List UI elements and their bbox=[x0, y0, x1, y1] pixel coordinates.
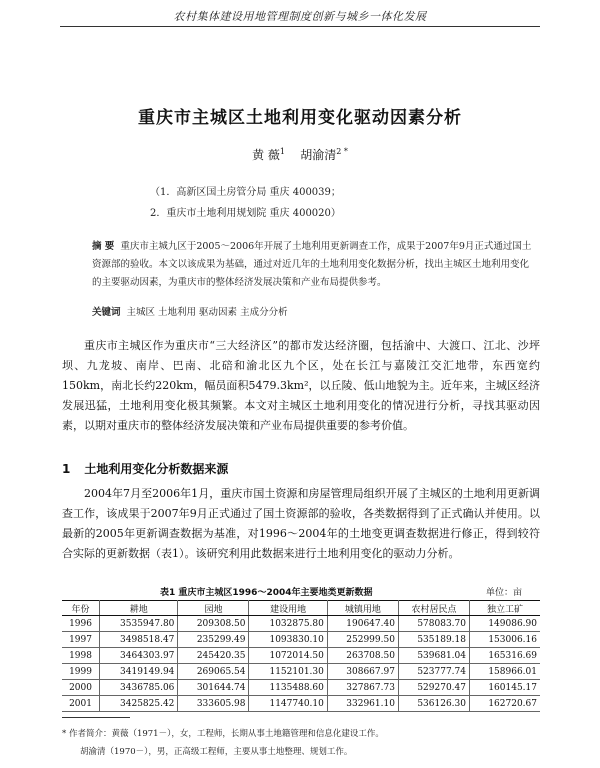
table-cell: 3419149.94 bbox=[100, 664, 178, 680]
abstract-label: 摘 要 bbox=[92, 241, 115, 252]
table-cell: 3425825.42 bbox=[100, 696, 178, 712]
table-cell: 263708.50 bbox=[327, 648, 398, 664]
footnote: 胡渝清（1970－），男，正高级工程师，主要从事土地整理、规划工作。 bbox=[80, 747, 353, 757]
table-cell: 1093830.10 bbox=[249, 632, 327, 648]
table-caption: 表1 重庆市主城区1996～2004年主要地类更新数据 bbox=[160, 588, 373, 598]
land-use-table bbox=[62, 600, 540, 712]
table-cell: 165316.69 bbox=[470, 648, 541, 664]
table-cell: 327867.73 bbox=[327, 680, 398, 696]
table-unit: 单位：亩 bbox=[486, 588, 523, 598]
table-cell: 1072014.50 bbox=[249, 648, 327, 664]
header-divider bbox=[60, 26, 540, 27]
paper-title: 重庆市主城区土地利用变化驱动因素分析 bbox=[138, 108, 462, 128]
table-cell: 235299.49 bbox=[178, 632, 249, 648]
footnote: * 作者简介：黄薇（1971－），女，工程师，长期从事土地籍管理和信息化建设工作。 bbox=[62, 729, 384, 739]
table-cell: 162720.67 bbox=[470, 696, 541, 712]
table-cell: 269065.54 bbox=[178, 664, 249, 680]
table-cell: 1032875.80 bbox=[249, 616, 327, 632]
table-cell: 1997 bbox=[62, 632, 100, 648]
table-cell: 252999.50 bbox=[327, 632, 398, 648]
column-header: 园地 bbox=[178, 601, 249, 616]
table-cell: 308667.97 bbox=[327, 664, 398, 680]
table-cell: 209308.50 bbox=[178, 616, 249, 632]
table-cell: 2000 bbox=[62, 680, 100, 696]
table-cell: 3464303.97 bbox=[100, 648, 178, 664]
table-cell: 160145.17 bbox=[470, 680, 541, 696]
table-cell: 1998 bbox=[62, 648, 100, 664]
table-cell: 3498518.47 bbox=[100, 632, 178, 648]
table-header-row bbox=[62, 601, 540, 616]
affiliation-line: 2．重庆市土地利用规划院 重庆 400020） bbox=[150, 208, 341, 219]
table-cell: 523777.74 bbox=[398, 664, 469, 680]
table-cell: 1147740.10 bbox=[249, 696, 327, 712]
table-row bbox=[62, 680, 540, 696]
keywords-label: 关键词 bbox=[92, 307, 121, 318]
column-header: 城镇用地 bbox=[327, 601, 398, 616]
section-number: 1 bbox=[62, 462, 71, 476]
column-header: 独立工矿 bbox=[470, 601, 541, 616]
column-header: 建设用地 bbox=[249, 601, 327, 616]
author-name: 胡渝清 bbox=[300, 148, 337, 162]
abstract bbox=[92, 238, 532, 292]
table-cell: 149086.90 bbox=[470, 616, 541, 632]
intro-paragraph: 重庆市主城区作为重庆市“三大经济区”的都市发达经济圈，包括渝中、大渡口、江北、沙坪坝、九龙坡、南岸、巴南、北碚和渝北区九个区，处在长江与嘉陵江交汇地带，东西宽约150km，南北长约220km，幅员面积5479.3km²，以丘陵、低山地貌为主。近年来，主城区经济发展迅猛，土地利用变化极其频繁。本文对主城区土地利用变化的情况进行分析，寻找其驱动因素，以期对重庆市的整体经济发展决策和产业布局提供重要的参考价值。 bbox=[62, 339, 540, 432]
table-cell: 539681.04 bbox=[398, 648, 469, 664]
table-cell: 1996 bbox=[62, 616, 100, 632]
table-cell: 535189.18 bbox=[398, 632, 469, 648]
table-cell: 245420.35 bbox=[178, 648, 249, 664]
table-cell: 529270.47 bbox=[398, 680, 469, 696]
author-mark: 1 bbox=[279, 147, 285, 156]
table-cell: 3436785.06 bbox=[100, 680, 178, 696]
table-row bbox=[62, 696, 540, 712]
footnote-divider bbox=[62, 717, 130, 718]
keywords-text: 主城区 土地利用 驱动因素 主成分分析 bbox=[126, 307, 288, 318]
table-cell: 301644.74 bbox=[178, 680, 249, 696]
column-header: 农村居民点 bbox=[398, 601, 469, 616]
table-cell: 158966.01 bbox=[470, 664, 541, 680]
section-heading bbox=[62, 460, 242, 477]
affiliation-line: （1．高新区国土房管分局 重庆 400039； bbox=[150, 187, 341, 198]
table-row bbox=[62, 648, 540, 664]
table-cell: 578083.70 bbox=[398, 616, 469, 632]
table-cell: 2001 bbox=[62, 696, 100, 712]
table-cell: 1999 bbox=[62, 664, 100, 680]
abstract-text: 重庆市主城九区于2005～2006年开展了土地利用更新调查工作，成果于2007年9月正式通过国土资源部的验收。本文以该成果为基础，通过对近几年的土地利用变化数据分析，找出主城区土地利用变化的主要驱动因素，为重庆市的整体经济发展决策和产业布局提供参考。 bbox=[92, 241, 532, 288]
table-cell: 1135488.60 bbox=[249, 680, 327, 696]
table-cell: 190647.40 bbox=[327, 616, 398, 632]
body-paragraph: 2004年7月至2006年1月，重庆市国土资源和房屋管理局组织开展了主城区的土地利用更新调查工作，该成果于2007年9月正式通过了国土资源部的验收，各类数据得到了正式确认并使用。以最新的2005年更新调查数据为基准，对1996～2004年的土地变更调查数据进行修正，得到较符合实际的更新数据（表1）。该研究利用此数据来进行土地利用变化的驱动力分析。 bbox=[62, 487, 540, 560]
author-name: 黄 薇 bbox=[252, 148, 280, 162]
author-mark: 2 * bbox=[336, 147, 348, 156]
running-header: 农村集体建设用地管理制度创新与城乡一体化发展 bbox=[173, 10, 427, 23]
table-cell: 333605.98 bbox=[178, 696, 249, 712]
table-cell: 536126.30 bbox=[398, 696, 469, 712]
table-cell: 1152101.30 bbox=[249, 664, 327, 680]
author-line bbox=[0, 146, 600, 163]
table-cell: 3535947.80 bbox=[100, 616, 178, 632]
column-header: 年份 bbox=[62, 601, 100, 616]
table-row bbox=[62, 616, 540, 632]
column-header: 耕地 bbox=[100, 601, 178, 616]
keywords bbox=[92, 304, 532, 322]
table-row bbox=[62, 632, 540, 648]
table-cell: 153006.16 bbox=[470, 632, 541, 648]
section-title: 土地利用变化分析数据来源 bbox=[84, 462, 229, 476]
table-cell: 332961.10 bbox=[327, 696, 398, 712]
table-row bbox=[62, 664, 540, 680]
